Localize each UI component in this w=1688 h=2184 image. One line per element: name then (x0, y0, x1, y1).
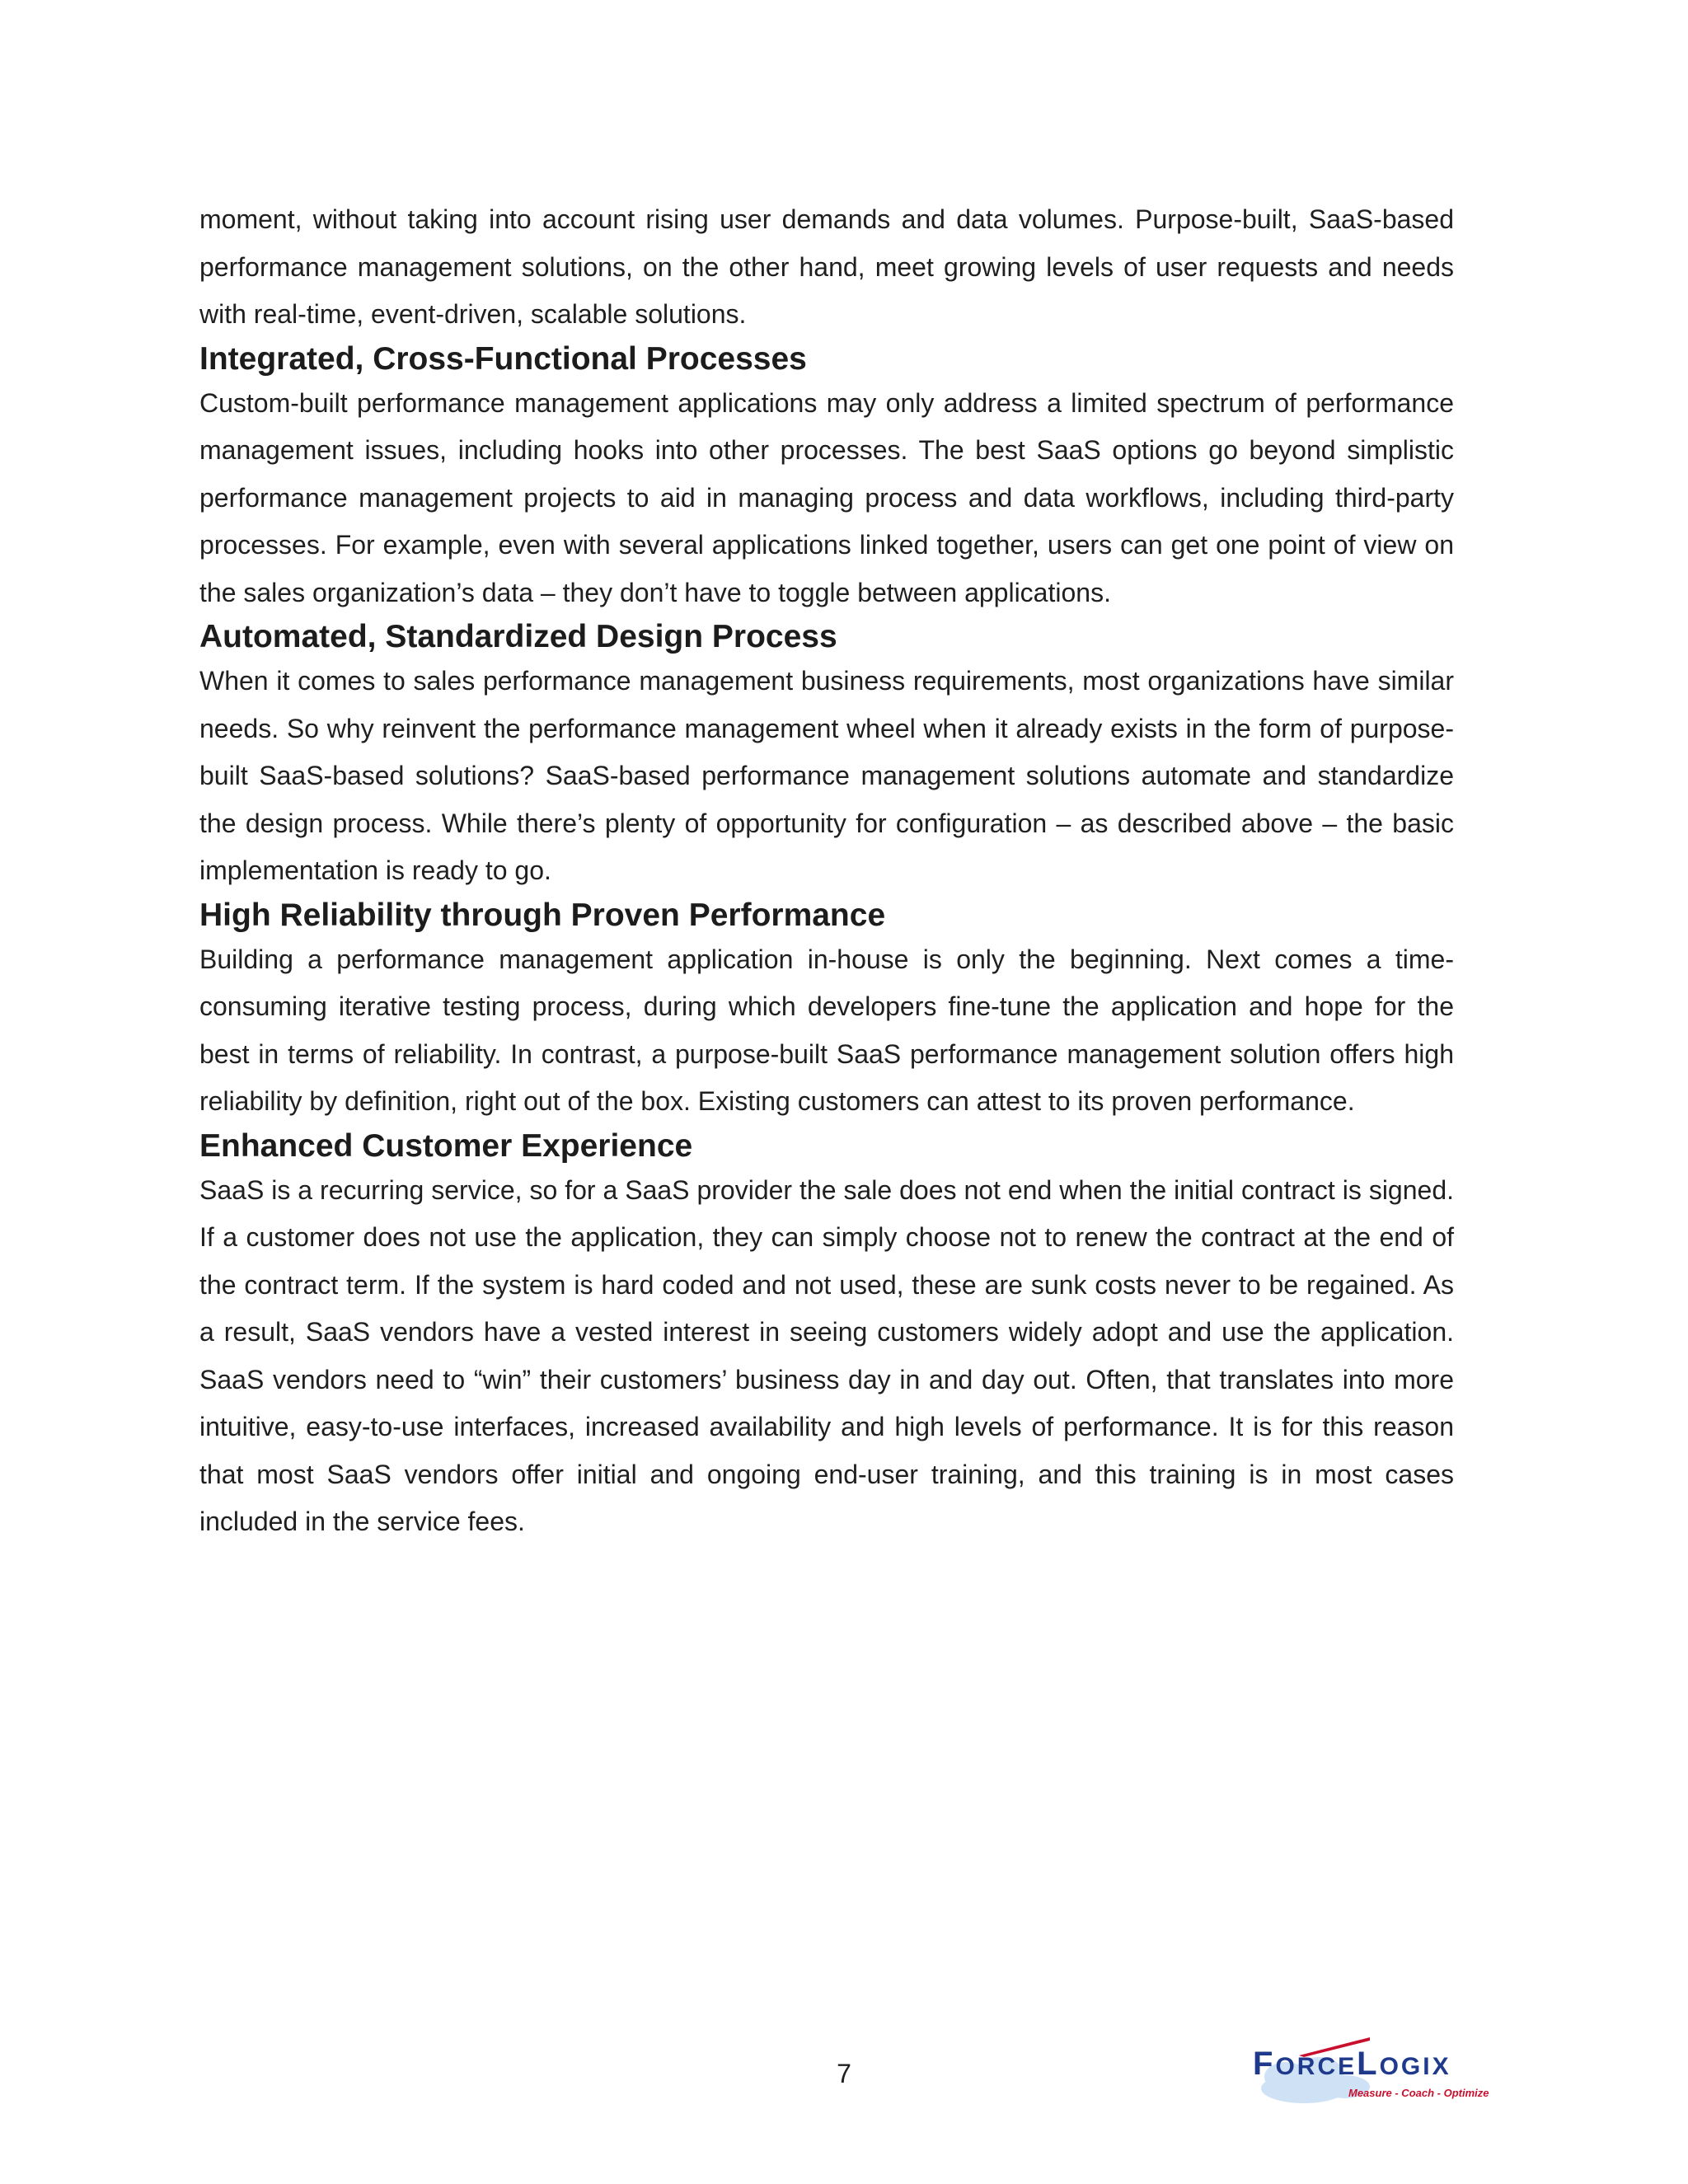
svg-text:Measure - Coach - Optimize: Measure - Coach - Optimize (1348, 2087, 1489, 2099)
paragraph-automated-design: When it comes to sales performance management business requirements, most organizations have similar needs. So why reinvent the performance management wheel when it already exists in the form of purpose-built SaaS-based solutions? SaaS-based performance management solutions automate and standardize the design process. While there’s plenty of opportunity for configuration – as described above – the basic implementation is ready to go. (199, 666, 1454, 885)
heading-automated-design: Automated, Standardized Design Process (199, 619, 837, 654)
paragraph-customer-experience: SaaS is a recurring service, so for a SaaS provider the sale does not end when the initial contract is signed. If a customer does not use the application, they can simply choose not to renew the contract at the end of the contract term. If the system is hard coded and not used, these are sunk costs never to be regained. As a result, SaaS vendors have a vested interest in seeing customers widely adopt and use the application. SaaS vendors need to “win” their customers’ business day in and day out. Often, that translates into more intuitive, easy-to-use interfaces, increased availability and high levels of performance. It is for this reason that most SaaS vendors offer initial and ongoing end-user training, and this training is in most cases included in the service fees. (199, 1174, 1454, 1536)
page-number: 7 (837, 2059, 851, 2088)
forcelogix-logo (1246, 2029, 1518, 2111)
heading-integrated-processes: Integrated, Cross-Functional Processes (199, 340, 807, 377)
paragraph-high-reliability: Building a performance management application in-house is only the beginning. Next comes a time-consuming iterative testing process, during which developers fine-tune the application and hope for the best in terms of reliability. In contrast, a purpose-built SaaS performance management solution offers high reliability by definition, right out of the box. Existing customers can attest to its proven performance. (199, 944, 1454, 1116)
paragraph-intro: moment, without taking into account rising user demands and data volumes. Purpose-built, SaaS-based performance management solutions, on the other hand, meet growing levels of user requests and needs with real-time, event-driven, scalable solutions. (199, 204, 1454, 329)
forcelogix-logo-graphic (1246, 2029, 1518, 2111)
heading-customer-experience: Enhanced Customer Experience (199, 1127, 693, 1164)
paragraph-integrated-processes: Custom-built performance management applications may only address a limited spectrum of performance management issues, including hooks into other processes. The best SaaS options go beyond simplistic performance management projects to aid in managing process and data workflows, including third-party processes. For example, even with several applications linked together, users can get one point of view on the sales organization’s data – they don’t have to toggle between applications. (199, 387, 1454, 607)
svg-text:FORCELOGIX: FORCELOGIX (1253, 2046, 1451, 2082)
heading-high-reliability: High Reliability through Proven Performance (199, 897, 886, 933)
document-page (199, 196, 1454, 1546)
